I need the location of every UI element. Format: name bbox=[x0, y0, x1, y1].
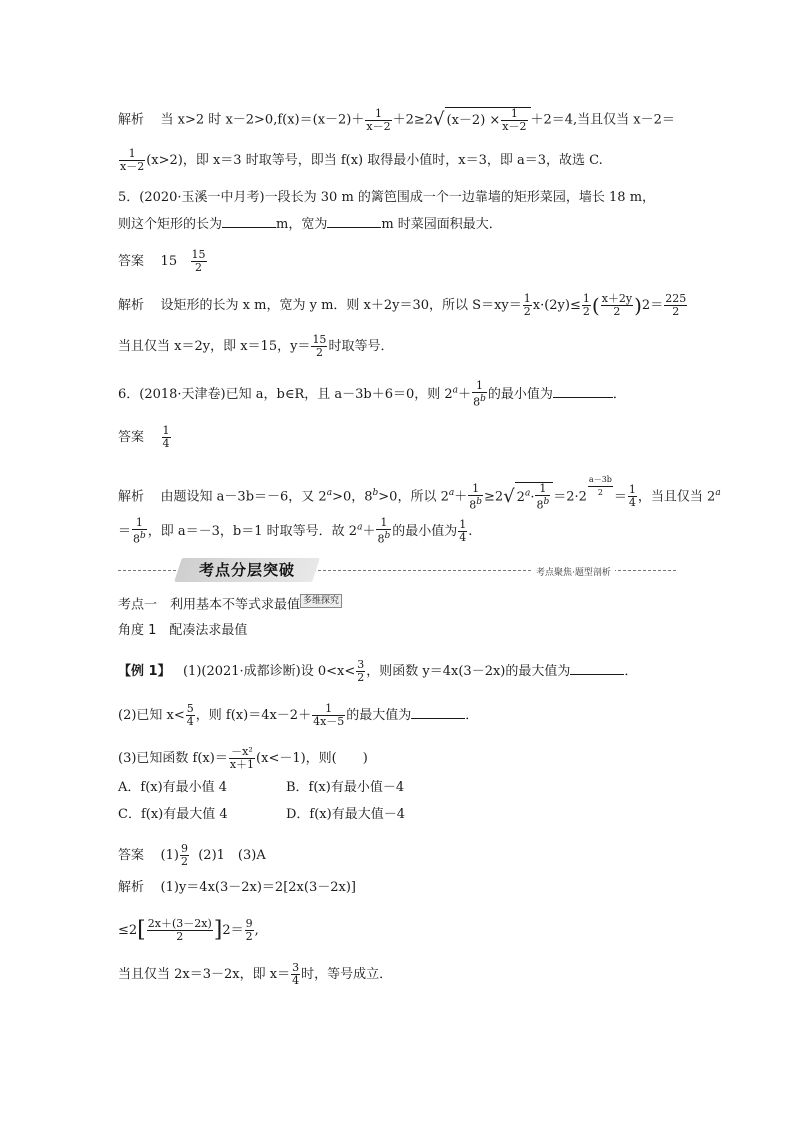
fraction: $\frac{1}{x-2}$ bbox=[120, 147, 145, 173]
text: >0，所以 2 bbox=[378, 489, 449, 505]
sqrt-body: (x－2) × $\frac{1}{x-2}$ bbox=[445, 107, 531, 133]
text: (3)已知函数 f(x)＝ bbox=[118, 751, 228, 766]
fraction: $\frac{9}{2}$ bbox=[180, 842, 188, 868]
fraction: $\frac{1}{4}$ bbox=[628, 483, 636, 510]
sqrt-body: $2^a\cdot$ $\frac{1}{8^b}$ bbox=[515, 482, 554, 512]
text: 时取等号． bbox=[328, 339, 394, 354]
radical-sign: √ bbox=[503, 485, 515, 507]
text: 由题设知 a－3b＝－6，又 2 bbox=[160, 489, 327, 505]
text: 设矩形的长为 x m，宽为 y m．则 x＋2y＝30，所以 S＝xy＝ bbox=[160, 298, 522, 313]
text: 2＝ bbox=[222, 923, 244, 938]
text: ≥2 bbox=[484, 489, 504, 505]
solution-p1-line2 bbox=[118, 148, 603, 173]
answer-blank[interactable] bbox=[327, 215, 381, 228]
text: 的最小值为 bbox=[392, 523, 458, 539]
fraction: $\frac{1}{8^b}$ bbox=[473, 379, 486, 409]
paren: ) bbox=[634, 293, 642, 318]
text: f(x)＝(x－2)＋ bbox=[277, 112, 365, 128]
answer-5 bbox=[118, 249, 208, 274]
solution-label: 解析 bbox=[118, 489, 145, 505]
fraction: $\frac{1}{8^b}$ bbox=[133, 516, 146, 546]
bracket: ] bbox=[213, 917, 223, 943]
solution-label: 解析 bbox=[118, 112, 145, 128]
text: (x>2)，即 x＝3 时取等号，即当 f(x) 取得最小值时，x＝3，即 a＝3，故选 C. bbox=[146, 153, 603, 168]
bracket: [ bbox=[137, 917, 146, 943]
text: 当 x>2 时 x－2>0, bbox=[160, 112, 278, 128]
solution-p1-line1 bbox=[118, 107, 675, 133]
text: ≤2 bbox=[118, 923, 138, 938]
text: ，当且仅当 2 bbox=[637, 489, 716, 505]
text: 时，等号成立． bbox=[301, 967, 393, 982]
solution-example-1-line1 bbox=[118, 879, 356, 897]
exponent-fraction: $\frac{a-3b}{2}$ bbox=[588, 475, 612, 497]
example-1-q2: (2)已知 x< $\frac{5}{4}$ ，则 f(x)＝4x－2＋ $\frac{1}{4x-5}$ 的最大值为 ． bbox=[118, 702, 479, 728]
solution-6-line2: ＝ $\frac{1}{8^b}$ ，即 a＝－3，b＝1 时取等号．故 $2^a+$ $\frac{1}{8^b}$ 的最小值为 $\frac{1}{4}$ . bbox=[118, 516, 473, 546]
topic-heading bbox=[118, 594, 342, 614]
paren: ( bbox=[591, 293, 600, 318]
solution-6-line1: 解析 由题设知 a－3b＝－6，又 $2^a>0$，$8^b>0$，所以 $2^a+$ $\frac{1}{8^b}$ ≥2√ $2^a\cdot$ $\frac{1}{8^b}$ ＝2·2 $\frac{a-3b}{2}$ ＝ $\frac{1}{4}$ ，当且仅当 2$^a$ bbox=[118, 475, 721, 512]
text: ＝2·2 bbox=[553, 489, 587, 505]
fraction: $\frac{2x+(3-2x)}{2}$ bbox=[147, 917, 212, 943]
text: 则这个矩形的长为 bbox=[118, 217, 223, 232]
text: ，则 f(x)＝4x－2＋ bbox=[195, 708, 312, 723]
text: 2＝ bbox=[641, 298, 664, 313]
section-title: 考点分层突破 bbox=[198, 561, 295, 579]
fraction: $\frac{9}{2}$ bbox=[245, 917, 253, 943]
answer-blank[interactable] bbox=[553, 385, 613, 398]
fraction: $\frac{1}{4}$ bbox=[162, 424, 170, 450]
fraction: $\frac{5}{4}$ bbox=[186, 702, 194, 728]
text: (1)y＝4x(3－2x)＝2[2x(3－2x)] bbox=[160, 880, 356, 895]
text: ，则函数 y＝4x(3－2x)的最大值为 bbox=[366, 664, 571, 679]
answer-blank[interactable] bbox=[222, 215, 276, 228]
text: , bbox=[254, 923, 259, 938]
fraction: $\frac{3}{2}$ bbox=[357, 658, 365, 684]
example-label: 【例 1】 bbox=[118, 664, 171, 679]
fraction: $\frac{1}{2}$ bbox=[523, 292, 531, 318]
text: ，即 a＝－3，b＝1 时取等号．故 2 bbox=[147, 523, 358, 539]
answer-label: 答案 bbox=[118, 254, 145, 269]
text: ＋ bbox=[458, 386, 472, 402]
solution-label: 解析 bbox=[118, 880, 145, 895]
text: 15 bbox=[160, 254, 178, 269]
answer-blank[interactable] bbox=[411, 706, 465, 719]
fraction: $\frac{3}{4}$ bbox=[292, 961, 300, 987]
question-5-line2 bbox=[118, 215, 502, 234]
text: 当且仅当 2x＝3－2x，即 x＝ bbox=[118, 967, 291, 982]
text: (2)已知 x< bbox=[118, 708, 185, 723]
option-b[interactable]: B．f(x)有最小值－4 bbox=[286, 780, 405, 795]
fraction: $\frac{1}{8^b}$ bbox=[377, 516, 391, 546]
fraction: $\frac{1}{x-2}$ bbox=[366, 106, 391, 133]
text: ＝ bbox=[118, 523, 132, 539]
text: 当且仅当 x＝2y，即 x＝15，y＝ bbox=[118, 339, 311, 354]
question-5-line1: 5．(2020·玉溪一中月考)一段长为 30 m 的篱笆围成一个一边靠墙的矩形菜园，墙长 18 m， bbox=[118, 190, 656, 205]
option-a[interactable]: A．f(x)有最小值 4 bbox=[118, 780, 228, 795]
solution-example-1-line2 bbox=[118, 918, 259, 943]
text: 的最小值为 bbox=[487, 386, 553, 402]
answer-label: 答案 bbox=[118, 848, 145, 863]
solution-5-line1 bbox=[118, 293, 688, 318]
fraction: $\frac{15}{2}$ bbox=[191, 248, 206, 274]
text: ＋2＝4,当且仅当 x－2＝ bbox=[530, 112, 675, 128]
text: x·(2y)≤ bbox=[532, 298, 581, 313]
answer-label: 答案 bbox=[118, 430, 145, 445]
solution-5-line2 bbox=[118, 334, 393, 359]
angle-heading: 角度 1 配凑法求最值 bbox=[118, 623, 248, 638]
text: ＋ bbox=[454, 489, 468, 505]
text: (1)(2021·成都诊断)设 0<x< bbox=[182, 664, 356, 679]
text: ＋ bbox=[362, 523, 376, 539]
text: (2)1 (3)A bbox=[198, 848, 266, 863]
text: ＋2≥2 bbox=[392, 112, 434, 128]
fraction: $\frac{15}{2}$ bbox=[312, 333, 327, 359]
fraction: $\frac{1}{4}$ bbox=[459, 517, 467, 544]
answer-blank[interactable] bbox=[570, 662, 624, 675]
answer-6 bbox=[118, 425, 172, 450]
fraction: $\frac{\text{－x²}}{x+1}$ bbox=[229, 745, 255, 771]
fraction: $\frac{1}{8^b}$ bbox=[469, 481, 483, 512]
text: m，宽为 bbox=[276, 217, 328, 232]
text: >0，8 bbox=[332, 489, 373, 505]
section-tag: 考点聚焦·题型剖析 bbox=[532, 565, 615, 578]
fraction: $\frac{1}{4x-5}$ bbox=[313, 702, 345, 728]
text: . bbox=[468, 523, 473, 539]
fraction: $\frac{225}{2}$ bbox=[665, 292, 687, 318]
solution-example-1-line3 bbox=[118, 962, 392, 987]
fraction: $\frac{x+2y}{2}$ bbox=[601, 292, 633, 318]
example-1-q3 bbox=[118, 746, 368, 771]
question-6: 6．(2018·天津卷)已知 a，b∈R，且 a－3b＋6＝0，则 $2^a+$ $\frac{1}{8^b}$ 的最小值为 ． bbox=[118, 379, 626, 409]
solution-label: 解析 bbox=[118, 298, 145, 313]
example-1-q1: 【例 1】 (1)(2021·成都诊断)设 0<x< $\frac{3}{2}$ ，则函数 y＝4x(3－2x)的最大值为 ． bbox=[118, 658, 638, 684]
text: (1) bbox=[160, 848, 179, 863]
topic-badge: 多维探究 bbox=[300, 594, 342, 608]
option-c[interactable]: C．f(x)有最大值 4 bbox=[118, 807, 228, 822]
text: m 时菜园面积最大． bbox=[381, 217, 502, 232]
radical-sign: √ bbox=[433, 109, 445, 130]
text: 的最大值为 bbox=[346, 708, 412, 723]
text: (x<－1)，则( ) bbox=[256, 751, 368, 766]
fraction: $\frac{1}{2}$ bbox=[582, 292, 590, 318]
text: ＝ bbox=[613, 489, 627, 505]
topic-title: 考点一 利用基本不等式求最值 bbox=[118, 597, 301, 613]
text: 6．(2018·天津卷)已知 a，b∈R，且 a－3b＋6＝0，则 2 bbox=[118, 386, 453, 402]
option-d[interactable]: D．f(x)有最大值－4 bbox=[286, 807, 405, 822]
answer-example-1 bbox=[118, 843, 266, 868]
